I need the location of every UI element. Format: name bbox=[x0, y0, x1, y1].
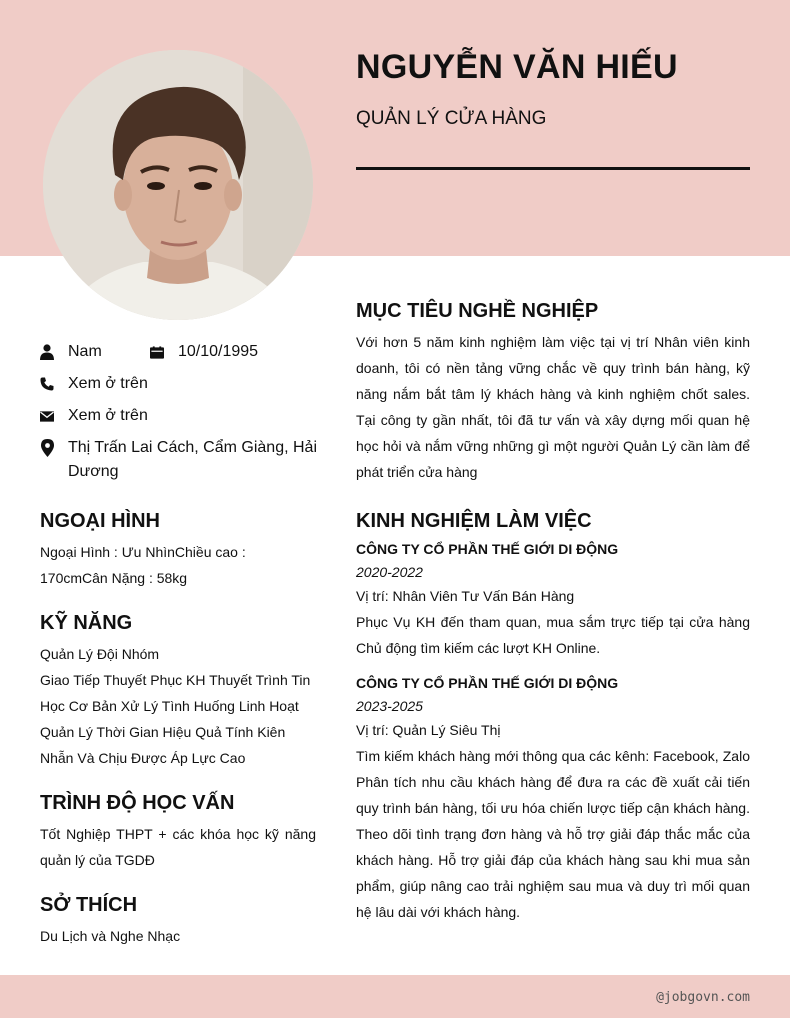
contact-row-email bbox=[40, 404, 320, 428]
appearance-title: NGOẠI HÌNH bbox=[40, 510, 160, 532]
hobbies-title: SỞ THÍCH bbox=[40, 894, 138, 916]
job-position: Vị trí: Nhân Viên Tư Vấn Bán Hàng bbox=[356, 588, 575, 604]
education-section bbox=[40, 792, 316, 873]
person-icon bbox=[40, 340, 54, 364]
job-description: Phục Vụ KH đến tham quan, mua sắm trực tiếp tại cửa hàng Chủ động tìm kiếm các lượt KH Online. bbox=[356, 614, 750, 656]
experience-entry bbox=[356, 673, 750, 925]
experience-title: KINH NGHIỆM LÀM VIỆC bbox=[356, 510, 592, 532]
job-description: Tìm kiếm khách hàng mới thông qua các kênh: Facebook, Zalo Phân tích nhu cầu khách hàng để đưa ra các đề xuất cải tiến quy trình bán hàng, tối ưu hóa chiến lược tiếp cận khách hàng. Theo dõi tình trạng đơn hàng và hỗ trợ giải đáp thắc mắc của khách hàng. Hỗ trợ giải đáp của khách hàng sau khi mua sản phẩm, giúp nâng cao trải nghiệm sau mua và duy trì mối quan hệ lâu dài với khách hàng. bbox=[356, 748, 750, 920]
experience-entry bbox=[356, 539, 750, 661]
job-position: Vị trí: Quản Lý Siêu Thị bbox=[356, 722, 501, 738]
appearance-text: Ngoại Hình : Ưu NhìnChiều cao : 170cmCân Nặng : 58kg bbox=[40, 544, 246, 586]
objective-text: Với hơn 5 năm kinh nghiệm làm việc tại vị trí Nhân viên kinh doanh, tôi có nền tảng vững chắc về quy trình bán hàng, kỹ năng nắm bắt tâm lý khách hàng và kinh nghiệm chốt sales. Tại công ty gần nhất, tôi đã tư vấn và xây dựng mối quan hệ học hỏi và nắm vững những gì một người Quản Lý cần làm để phát triển cửa hàng bbox=[356, 334, 750, 480]
email-value: Xem ở trên bbox=[68, 407, 148, 424]
skill-item: Giao Tiếp Thuyết Phục KH Thuyết Trình Tin Học Cơ Bản Xử Lý Tình Huống Linh Hoạt Quản Lý Thời Gian Hiệu Quả Tính Kiên Nhẫn Và Chịu Được Áp Lực Cao bbox=[40, 672, 311, 766]
job-period: 2020-2022 bbox=[356, 564, 423, 580]
skills-section bbox=[40, 612, 316, 771]
gender-block bbox=[40, 340, 150, 364]
candidate-name: NGUYỄN VĂN HIẾU bbox=[356, 48, 678, 86]
contact-row-address bbox=[40, 436, 320, 484]
objective-section bbox=[356, 300, 750, 485]
hobbies-text: Du Lịch và Nghe Nhạc bbox=[40, 928, 181, 944]
hobbies-section bbox=[40, 894, 316, 949]
contact-row-phone bbox=[40, 372, 320, 396]
job-title: QUẢN LÝ CỬA HÀNG bbox=[356, 108, 547, 129]
address-value: Thị Trấn Lai Cách, Cẩm Giàng, Hải Dương bbox=[68, 439, 317, 480]
job-period: 2023-2025 bbox=[356, 698, 423, 714]
company-name: CÔNG TY CỔ PHẦN THẾ GIỚI DI ĐỘNG bbox=[356, 541, 619, 557]
skill-item: Quản Lý Đội Nhóm bbox=[40, 646, 160, 662]
experience-section bbox=[356, 510, 750, 937]
company-name: CÔNG TY CỔ PHẦN THẾ GIỚI DI ĐỘNG bbox=[356, 675, 619, 691]
calendar-icon bbox=[150, 340, 164, 364]
contact-row-gender-dob bbox=[40, 340, 320, 364]
location-pin-icon bbox=[40, 436, 54, 460]
envelope-icon bbox=[40, 404, 54, 428]
header-divider bbox=[356, 167, 750, 170]
dob-value: 10/10/1995 bbox=[178, 343, 259, 360]
skills-title: KỸ NĂNG bbox=[40, 612, 133, 634]
footer-watermark: @jobgovn.com bbox=[656, 990, 750, 1005]
education-title: TRÌNH ĐỘ HỌC VẤN bbox=[40, 792, 235, 814]
education-text: Tốt Nghiệp THPT + các khóa học kỹ năng quản lý của TGDĐ bbox=[40, 826, 316, 868]
phone-icon bbox=[40, 372, 54, 396]
profile-photo bbox=[43, 50, 313, 320]
phone-value: Xem ở trên bbox=[68, 375, 148, 392]
objective-title: MỤC TIÊU NGHỀ NGHIỆP bbox=[356, 300, 599, 322]
dob-block bbox=[150, 340, 258, 364]
gender-value: Nam bbox=[68, 343, 102, 360]
contact-info bbox=[40, 340, 320, 492]
appearance-section bbox=[40, 510, 316, 591]
